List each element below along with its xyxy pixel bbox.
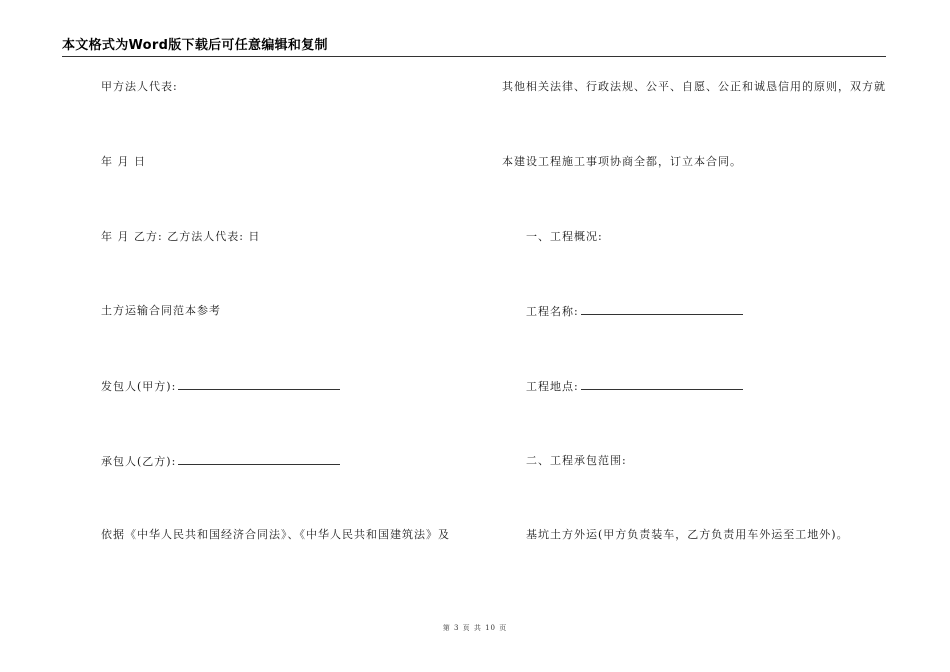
page-footer: 第 3 页 共 10 页 <box>442 624 508 632</box>
left-line-2: 年 月 日 <box>101 155 146 168</box>
contractor-blank <box>178 454 340 465</box>
right-line-5 <box>526 379 743 394</box>
right-line-6: 二、工程承包范围: <box>526 454 627 467</box>
right-line-3: 一、工程概况: <box>526 230 603 243</box>
right-line-4 <box>526 304 743 319</box>
project-name-blank <box>581 304 743 315</box>
header-title: 本文格式为Word版下载后可任意编辑和复制 <box>62 38 328 53</box>
left-line-7: 依据《中华人民共和国经济合同法》、《中华人民共和国建筑法》及 <box>101 528 450 541</box>
employer-label: 发包人(甲方): <box>101 380 177 393</box>
project-name-label: 工程名称: <box>526 305 579 318</box>
left-line-6 <box>101 454 340 469</box>
document-header <box>62 34 886 57</box>
right-line-2: 本建设工程施工事项协商全都，订立本合同。 <box>502 155 742 168</box>
left-line-5 <box>101 379 340 394</box>
left-line-1: 甲方法人代表: <box>101 80 178 93</box>
left-line-3: 年 月 乙方: 乙方法人代表: 日 <box>101 230 261 243</box>
contractor-label: 承包人(乙方): <box>101 455 177 468</box>
right-line-1: 其他相关法律、行政法规、公平、自愿、公正和诚恳信用的原则，双方就 <box>502 80 886 93</box>
employer-blank <box>178 379 340 390</box>
left-line-4: 土方运输合同范本参考 <box>101 304 221 317</box>
project-location-label: 工程地点: <box>526 380 579 393</box>
right-line-7: 基坑土方外运(甲方负责装车，乙方负责用车外运至工地外)。 <box>526 528 849 541</box>
project-location-blank <box>581 379 743 390</box>
